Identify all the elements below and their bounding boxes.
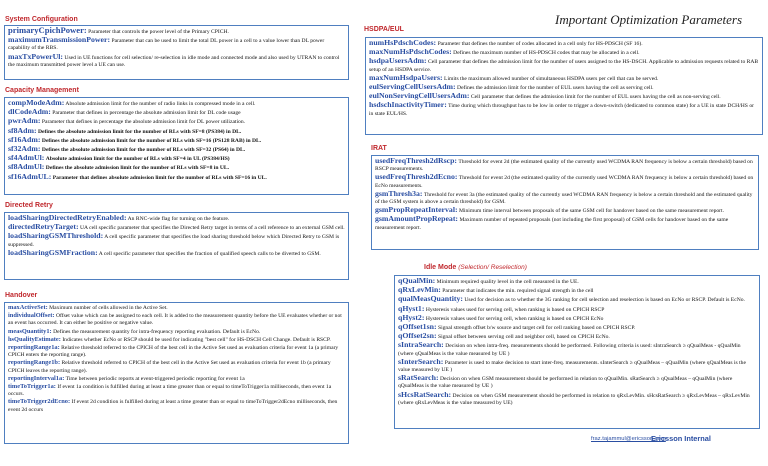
section-title-system-configuration: System Configuration	[5, 16, 78, 23]
entry-reporting-range-1b: reportingRange1b: Relative threshold referred to CPICH of the best cell in the Active Set used as evaluation criteria for event 1b (a primary CPICH leaves the reporting range).	[8, 359, 331, 374]
handover-box	[4, 302, 349, 444]
irat-box	[371, 155, 759, 250]
entry-pwr-adm: pwrAdm: Parameter that defines in percentage the absolute admission limit for DL power utilization.	[8, 116, 246, 126]
entry-q-offset1sn: qOffset1sn: Signal strength offset b/w source and target cell for cell ranking based on CPICH RSCP.	[398, 322, 636, 332]
entry-max-num-hsdpa-users: maxNumHsdpaUsers: Limits the maximum allowed number of simultaneous HSDPA users per cell that can be served.	[369, 72, 659, 82]
entry-load-sharing-gsm-fraction: loadSharingGSMFraction: A cell specific parameter that specifies the fraction of qualified speech calls to be diverted to GSM.	[8, 247, 321, 257]
entry-hsdpa-users-adm: hsdpaUsersAdm: Cell parameter that defines the admission limit for the number of users assigned to the HS-DSCH. Applicable to admission requests related to RAB setup of an HSDPA service.	[369, 56, 759, 73]
page-title: Important Optimization Parameters	[555, 12, 743, 27]
entry-max-active-set: maxActiveSet: Maximum number of cells allowed in the Active Set.	[8, 304, 168, 311]
entry-q-rx-lev-min: qRxLevMin: Parameter that indicates the min. required signal strength in the cell	[398, 285, 594, 295]
capacity-management-box	[4, 97, 349, 195]
entry-max-num-hs-pdsch-codes: maxNumHsPdschCodes: Defines the maximum number of HS-PDSCH codes that may be allocated in a cell.	[369, 47, 640, 57]
entry-time-to-trigger-2d-ecno: timeToTrigger2dEcno: If event 2d condition is fulfilled during at least a time greater than or equal to timeToTrigger2dEcno milliseconds, then event 2d occurs	[8, 398, 338, 413]
idle-mode-title: Idle Mode	[424, 264, 457, 271]
entry-max-tx-power-ul: maxTxPowerUl: Used in UE functions for cell selection/ re-selection in idle mode and connected mode and also used by UTRAN to control the maximum transmitted power level a UE can use.	[8, 51, 340, 68]
entry-num-hs-pdsch-codes: numHsPdschCodes: Parameter that defines the number of codes allocated in a cell only for HS-PDSCH (SF 16).	[369, 38, 643, 47]
directed-retry-box	[4, 212, 349, 280]
entry-comp-mode-adm: compModeAdm: Absolute admission limit for the number of radio links in compressed mode in a cell.	[8, 98, 256, 107]
entry-meas-quantity1: measQuantity1: Defines the measurement quantity for intra-frequency reporting evaluation. Default is EcNo.	[8, 327, 261, 335]
entry-s-intra-search: sIntraSearch: Decision on when intra-freq. measurements should be performed. Following criteria is used: sIntraSearch ≥ qQualMeas - qQualMin (where qQualMeas is the value measured by UE )	[398, 340, 741, 357]
entry-q-hyst2: qHyst2: Hysteresis values used for serving cell, when ranking is based on CPICH EcNo	[398, 312, 604, 322]
entry-sf32-adm: sf32Adm: Defines the absolute admission limit for the number of RLs with SF=32 (PS64) in DL.	[8, 144, 246, 154]
entry-load-sharing-directed-retry-enabled: loadSharingDirectedRetryEnabled: An RNC-wide flag for turning on the feature.	[8, 213, 230, 222]
entry-gsm-prop-repeat-interval: gsmPropRepeatInterval: Minimum time interval between proposals of the same GSM cell for handover based on the same measurement report.	[375, 205, 724, 215]
entry-gsm-amount-prop-repeat: gsmAmountPropRepeat: Maximum number of repeated proposals (not including the first proposal) of GSM cells for handover based on the same measurement report.	[375, 214, 729, 231]
entry-s-hcs-rat-search: sHcsRatSearch: Decision on when GSM measurement should be performed in relation to qRxLevMin. sHcsRatSearch ≥ qRxLevMeas – qRxLevMin (where qRxLevMeas is the value measured by UE)	[398, 389, 750, 406]
entry-s-rat-search: sRatSearch: Decision on when GSM measurement should be performed in relation to qQualMin. sRatSearch ≥ qQualMeas – qQualMin (where qQualMeas is the value measured by UE )	[398, 373, 733, 390]
entry-reporting-range-1a: reportingRange1a: Relative threshold referred to the CPICH of the best cell in the Active Set used as evaluation criteria for event 1a (a primary CPICH enters the reporting range).	[8, 344, 339, 359]
entry-used-freq-thresh-2d-rscp: usedFreqThresh2dRscp: Threshold for event 2d (the estimated quality of the currently used WCDMA RAN frequency is below a certain threshold) based on RSCP measurements.	[375, 156, 753, 173]
footer-brand: Ericsson Internal	[651, 434, 711, 443]
section-title-irat: IRAT	[371, 145, 387, 152]
entry-eul-non-serving-cell-users-adm: eulNonServingCellUsersAdm: Cell parameter that defines the admission limit for the number of EUL users having the cell as non-serving cell.	[369, 91, 721, 101]
entry-used-freq-thresh-2d-ecno: usedFreqThresh2dEcno: Threshold for event 2d (the estimated quality of the currently used WCDMA RAN frequency is below a certain threshold) based on EcNo measurements.	[375, 172, 754, 189]
entry-dl-code-adm: dlCodeAdm: Parameter that defines in percentage the absolute admission limit for DL code usage	[8, 107, 241, 117]
entry-s-inter-search: sInterSearch: Parameter is used to make decision to start inter-freq. measurements. sInterSearch ≥ qQualMeas – qQualMin (where qQualMeas is the value measured by UE )	[398, 356, 746, 374]
entry-sf16-adm: sf16Adm: Defines the absolute admission limit for the number of RLs with SF=16 (PS128 RAB) in DL.	[8, 134, 262, 144]
section-title-hsdpa-eul: HSDPA/EUL	[364, 26, 404, 33]
entry-directed-retry-target: directedRetryTarget: UA cell specific parameter that specifies the Directed Retry target in terms of a cell reference to an external GSM cell.	[8, 222, 345, 232]
entry-q-offset2sn: qOffset2sn: Signal offset between serving cell and neighbor cell, based on CPICH EcNo.	[398, 331, 610, 341]
entry-q-qual-min: qQualMin: Minimum required quality level in the cell measured in the UE.	[398, 276, 579, 285]
entry-load-sharing-gsm-threshold: loadSharingGSMThreshold: A cell specific parameter that specifies the load sharing threshold below which Directed Retry to GSM is suppressed.	[8, 231, 340, 248]
system-configuration-box	[4, 25, 349, 80]
entry-hs-quality-estimate: hsQualityEstimate: Indicates whether EcNo or RSCP should be used for indicating "best cell" for HS-DSCH Cell Change. Default is RSCP.	[8, 335, 331, 343]
entry-maximum-transmission-power: maximumTransmissionPower: Parameter that can be used to limit the total DL power in a cell to a value lower than DL power capability of the RBS.	[8, 35, 325, 52]
entry-gsm-thresh-3a: gsmThresh3a: Threshold for event 3a (the estimated quality of the currently used WCDMA RAN frequency is below a certain threshold and the estimated quality of the GSM system is above a certain threshold) for GSM.	[375, 188, 753, 206]
entry-eul-serving-cell-users-adm: eulServingCellUsersAdm: Defines the admission limit for the number of EUL users having the cell as serving cell.	[369, 82, 654, 92]
entry-sf4-adm-ul: sf4AdmUl: Absolute admission limit for the number of RLs with SF=4 in UL (PS384/HS)	[8, 153, 230, 163]
entry-sf8-adm: sf8Adm: Defines the absolute admission limit for the number of RLs with SF=8 (PS384) in DL.	[8, 125, 242, 135]
section-title-capacity-management: Capacity Management	[5, 87, 79, 94]
entry-q-hyst1: qHyst1: Hysteresis values used for serving cell, when ranking is based on CPICH RSCP	[398, 303, 605, 313]
idle-mode-box	[394, 275, 760, 429]
section-title-directed-retry: Directed Retry	[5, 202, 53, 209]
entry-primary-cpich-power: primaryCpichPower: Parameter that controls the power level of the Primary CPICH.	[8, 25, 229, 35]
entry-time-to-trigger-1a: timeToTrigger1a: If event 1a condition is fulfilled during at least a time greater than or equal to timeToTrigger1a milliseconds, then event 1a occurs.	[8, 383, 332, 398]
entry-sf16-adm-ul: sf16AdmUL: Parameter that defines absolute admission limit for the number of RLs with SF=16 in UL.	[8, 171, 267, 181]
section-title-idle-mode	[424, 264, 527, 271]
entry-reporting-interval-1a: reportingInterval1a: Time between periodic reports at event-triggered periodic reporting for event 1a	[8, 374, 245, 382]
entry-hsdsch-inactivity-timer: hsdschInactivityTimer: Time during which throughput has to be low in order to trigger a down-switch (dedicated to common state) for a UE in state DCH/HS or in state EUL/HS.	[369, 100, 754, 117]
entry-qual-meas-quantity: qualMeasQuantity: Used for decision as to whether the 3G ranking for cell selection and reselection is based on EcNo or RSCP. Default is EcNo.	[398, 294, 745, 304]
entry-sf8-adm-ul: sf8AdmUl: Defines the absolute admission limit for the number of RLs with SF=8 in UL.	[8, 162, 230, 172]
idle-mode-subtitle: (Selection/ Reselection)	[458, 264, 527, 271]
hsdpa-eul-box	[365, 37, 763, 135]
footer-email-link[interactable]: fraz.tajammul@ericsson.com	[591, 436, 666, 442]
section-title-handover: Handover	[5, 292, 38, 299]
entry-individual-offset: individualOffset: Offset value which can be assigned to each cell. It is added to the measurement quantity before the UE evaluates whether or not an event has occurred. It can either be positive or negative value.	[8, 312, 342, 327]
